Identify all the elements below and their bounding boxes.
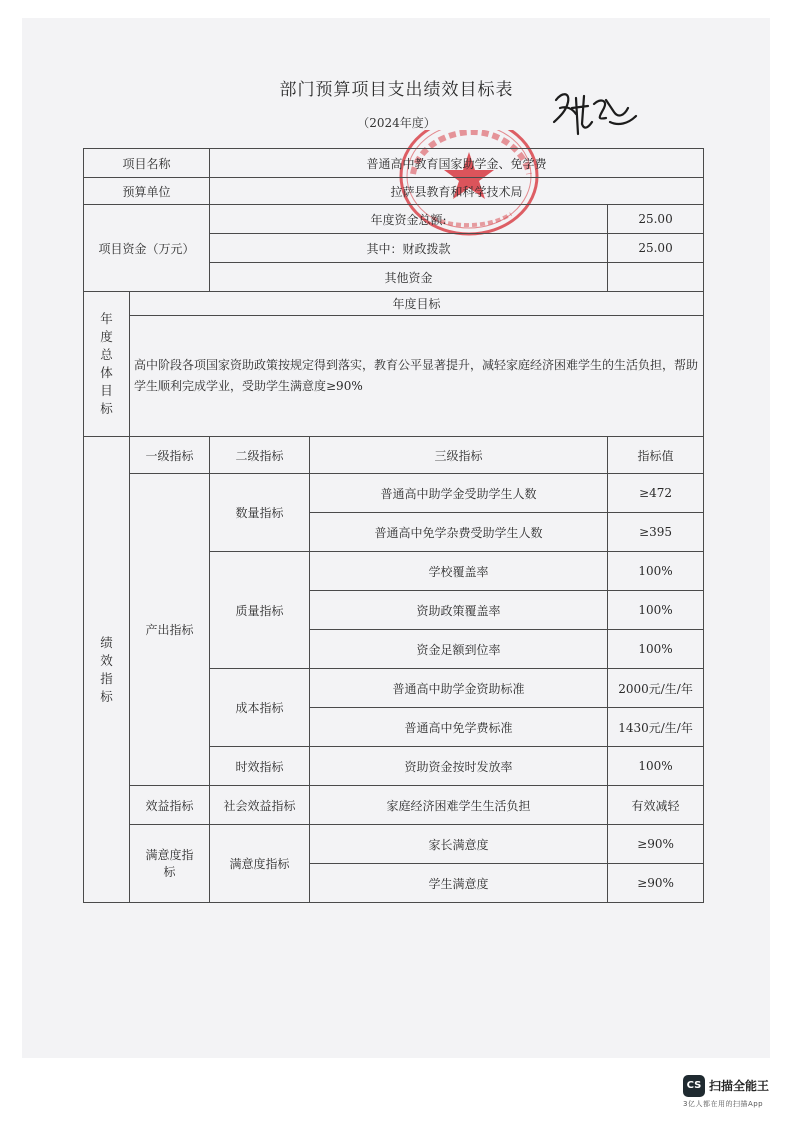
performance-indicator-side-label: 绩效指标	[84, 437, 130, 903]
annual-goal-header: 年度目标	[130, 292, 704, 316]
header-value: 指标值	[608, 437, 704, 474]
handwritten-signature	[548, 78, 643, 148]
level1-benefit: 效益指标	[130, 786, 210, 825]
indicator-name: 学校覆盖率	[310, 552, 608, 591]
indicator-row	[84, 786, 704, 825]
project-name-row	[84, 149, 704, 178]
indicator-value: 有效减轻	[608, 786, 704, 825]
indicator-name: 普通高中助学金受助学生人数	[310, 474, 608, 513]
indicator-value: ≥395	[608, 513, 704, 552]
indicator-row	[84, 825, 704, 864]
budget-unit-row	[84, 178, 704, 205]
performance-target-table	[83, 148, 704, 903]
budget-unit-label: 预算单位	[84, 178, 210, 205]
level2-time: 时效指标	[210, 747, 310, 786]
header-level2: 二级指标	[210, 437, 310, 474]
header-level3: 三级指标	[310, 437, 608, 474]
indicator-value: 100%	[608, 591, 704, 630]
level2-quantity: 数量指标	[210, 474, 310, 552]
annual-goal-side-label: 年度总体目标	[84, 292, 130, 437]
indicator-value: ≥90%	[608, 825, 704, 864]
indicator-name: 家庭经济困难学生生活负担	[310, 786, 608, 825]
indicator-value: 100%	[608, 630, 704, 669]
indicator-row	[84, 474, 704, 513]
indicator-name: 资金足额到位率	[310, 630, 608, 669]
annual-goal-text: 高中阶段各项国家资助政策按规定得到落实，教育公平显著提升，减轻家庭经济困难学生的生活负担，帮助学生顺利完成学业，受助学生满意度≥90%	[130, 316, 704, 437]
indicator-value: 1430元/生/年	[608, 708, 704, 747]
scanner-app-name: 扫描全能王	[709, 1079, 770, 1093]
indicator-value: 2000元/生/年	[608, 669, 704, 708]
document-year: （2024年度）	[357, 116, 436, 130]
level2-quality: 质量指标	[210, 552, 310, 669]
annual-goal-header-row	[84, 292, 704, 316]
fiscal-funds-label: 其中：财政拨款	[210, 234, 608, 263]
indicator-value: 100%	[608, 747, 704, 786]
level1-satisfaction: 满意度指标	[130, 825, 210, 903]
indicator-header-row	[84, 437, 704, 474]
level2-social: 社会效益指标	[210, 786, 310, 825]
indicator-value: ≥472	[608, 474, 704, 513]
total-funds-label: 年度资金总额:	[210, 205, 608, 234]
total-funds-value: 25.00	[608, 205, 704, 234]
fiscal-funds-value: 25.00	[608, 234, 704, 263]
indicator-value: ≥90%	[608, 864, 704, 903]
project-name-value: 普通高中教育国家助学金、免学费	[210, 149, 704, 178]
project-funds-label: 项目资金（万元）	[84, 205, 210, 292]
scanner-app-badge	[683, 1073, 783, 1113]
indicator-name: 资助政策覆盖率	[310, 591, 608, 630]
document-title: 部门预算项目支出绩效目标表	[279, 80, 514, 100]
indicator-name: 资助资金按时发放率	[310, 747, 608, 786]
indicator-name: 家长满意度	[310, 825, 608, 864]
budget-unit-value: 拉萨县教育和科学技术局	[210, 178, 704, 205]
level1-output: 产出指标	[130, 474, 210, 786]
indicator-name: 普通高中免学杂费受助学生人数	[310, 513, 608, 552]
scanner-app-tagline: 3亿人都在用的扫描App	[683, 1100, 764, 1108]
other-funds-value	[608, 263, 704, 292]
annual-goal-text-row	[84, 316, 704, 437]
header-level1: 一级指标	[130, 437, 210, 474]
indicator-name: 普通高中免学费标准	[310, 708, 608, 747]
camscanner-logo-icon: CS	[683, 1075, 705, 1097]
indicator-name: 普通高中助学金资助标准	[310, 669, 608, 708]
level2-satisfaction: 满意度指标	[210, 825, 310, 903]
indicator-name: 学生满意度	[310, 864, 608, 903]
total-funds-row	[84, 205, 704, 234]
level2-cost: 成本指标	[210, 669, 310, 747]
project-name-label: 项目名称	[84, 149, 210, 178]
other-funds-label: 其他资金	[210, 263, 608, 292]
indicator-value: 100%	[608, 552, 704, 591]
